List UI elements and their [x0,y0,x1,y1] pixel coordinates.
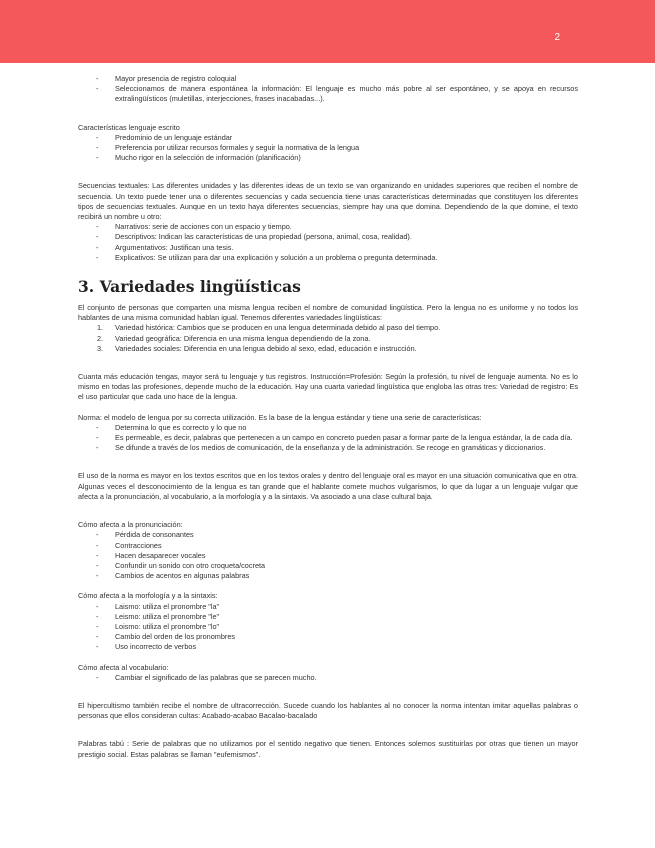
list-item: - Se difunde a través de los medios de comunicación, de la enseñanza y de la administración. Se recoge en gramáticas y diccionarios. [78,443,578,453]
document-body [78,74,578,760]
written-features-heading: Características lenguaje escrito [78,122,180,132]
list-item [78,323,578,333]
list-item: - Pérdida de consonantes [78,530,578,540]
list-item: - Laismo: utiliza el pronombre "la" [78,602,578,612]
list-item: - Seleccionamos de manera espontánea la información: El lenguaje es mucho más pobre al ser espontáneo, y se apoya en recursos extralingüísticos (muletillas, interjecciones, frases inacabadas...). [78,84,578,104]
oral-features-list [78,74,578,105]
list-item: - Loismo: utiliza el pronombre "lo" [78,622,578,632]
list-item: - Explicativos: Se utilizan para dar una explicación y solución a un problema o pregunta determinada. [78,253,578,263]
list-item [78,344,578,354]
list-item: - Narrativos: serie de acciones con un espacio y tiempo. [78,222,578,232]
list-text: Variedades sociales: Diferencia en una lengua debido al sexo, edad, educación e instrucción. [115,343,417,353]
list-item: - Es permeable, es decir, palabras que pertenecen a un campo en concreto pueden pasar a formar parte de la lengua estándar, la de cada día. [78,433,578,443]
hypercultism-paragraph: El hipercultismo también recibe el nombre de ultracorrección. Sucede cuando los hablantes al no conocer la norma intentan imitar aquellas palabras o personas que ellos consideran cultas: Acabado-acabao Bacalao-bacalado [78,700,578,721]
pronunciation-list [78,530,578,581]
list-item: - Uso incorrecto de verbos [78,642,578,652]
section-title: 3. Variedades lingüísticas [78,277,301,297]
sequences-paragraph: Secuencias textuales: Las diferentes unidades y las diferentes ideas de un texto se van organizando en unidades superiores que reciben el nombre de secuencia. Un texto puede tener una o diferentes secuencias y cada secuencia tiene unas características determinadas que constituyen los diferentes tipos de secuencias textuales. Aunque en un texto haya diferentes secuencias, siempre hay una que domina. Dependiendo de la que domine, el texto recibirá un nombre u otro: [78,181,578,222]
list-number: 2. [97,333,104,343]
norma-paragraph: Norma: el modelo de lengua por su correcta utilización. Es la base de la lengua estándar y tiene una serie de características: [78,412,482,422]
norma-list [78,423,578,454]
list-item: - Contracciones [78,541,578,551]
written-features-list [78,133,578,164]
morphology-list [78,602,578,653]
page-header-band [0,0,655,63]
list-item [78,334,578,344]
list-item: - Hacen desaparecer vocales [78,551,578,561]
list-item: - Preferencia por utilizar recursos formales y seguir la normativa de la lengua [78,143,578,153]
list-number: 1. [97,323,104,333]
list-item: - Mucho rigor en la selección de información (planificación) [78,153,578,163]
list-text: Variedad histórica: Cambios que se producen en una lengua determinada debido al paso del tiempo. [115,323,441,333]
sequences-list [78,222,578,263]
list-item: - Cambiar el significado de las palabras que se parecen mucho. [78,673,578,683]
list-item: - Mayor presencia de registro coloquial [78,74,578,84]
vocabulary-heading: Cómo afecta al vocabulario: [78,662,169,672]
pronunciation-heading: Cómo afecta a la pronunciación: [78,520,183,530]
list-item: - Cambios de acentos en algunas palabras [78,571,578,581]
list-item: - Predominio de un lenguaje estándar [78,133,578,143]
list-item: - Confundir un sonido con otro croqueta/cocreta [78,561,578,571]
norma-usage-paragraph: El uso de la norma es mayor en los textos escritos que en los textos orales y dentro del lenguaje oral es mayor en una situación comunicativa que en otra. Algunas veces el desconocimiento de la lengua es tan grande que el hablante comete muchos vulgarismos, lo que da lugar a un lenguaje vulgar que afecta a la pronunciación, al vocabulario, a la morfología y a la sintaxis. Va asociado a una clase cultural baja. [78,471,578,501]
list-item: - Cambio del orden de los pronombres [78,632,578,642]
list-number: 3. [97,343,104,353]
morphology-heading: Cómo afecta a la morfología y a la sintaxis: [78,591,218,601]
list-item: - Argumentativos: Justifican una tesis. [78,243,578,253]
list-item: - Leismo: utiliza el pronombre "le" [78,612,578,622]
list-text: Variedad geográfica: Diferencia en una misma lengua dependiendo de la zona. [115,333,371,343]
varieties-intro: El conjunto de personas que comparten una misma lengua reciben el nombre de comunidad lingüística. Pero la lengua no es uniforme y no todos los hablantes de una misma comunidad hablan igual. Tenemos diferentes variedades lingüísticas: [78,303,578,323]
list-item: - Descriptivos: Indican las características de una propiedad (persona, animal, cosa, realidad). [78,232,578,242]
vocabulary-list [78,673,578,683]
education-paragraph: Cuanta más educación tengas, mayor será tu lenguaje y tus registros. Instrucción=Profesión: Según la profesión, tu nivel de lenguaje aumenta. No es lo mismo en todas las profesiones, depende mucho de la educación. Hay una cuarta variedad lingüística que engloba las otras tres: Variedad de registro: Es el uso particular que cada uno hace de la lengua. [78,372,578,402]
list-item: - Determina lo que es correcto y lo que no [78,423,578,433]
page-number: 2 [554,32,560,43]
taboo-paragraph: Palabras tabú : Serie de palabras que no utilizamos por el sentido negativo que tienen. Entonces solemos sustituirlas por otras que tienen un mayor prestigio social. Estas palabras se llaman "eufemismos". [78,739,578,759]
varieties-list [78,323,578,354]
